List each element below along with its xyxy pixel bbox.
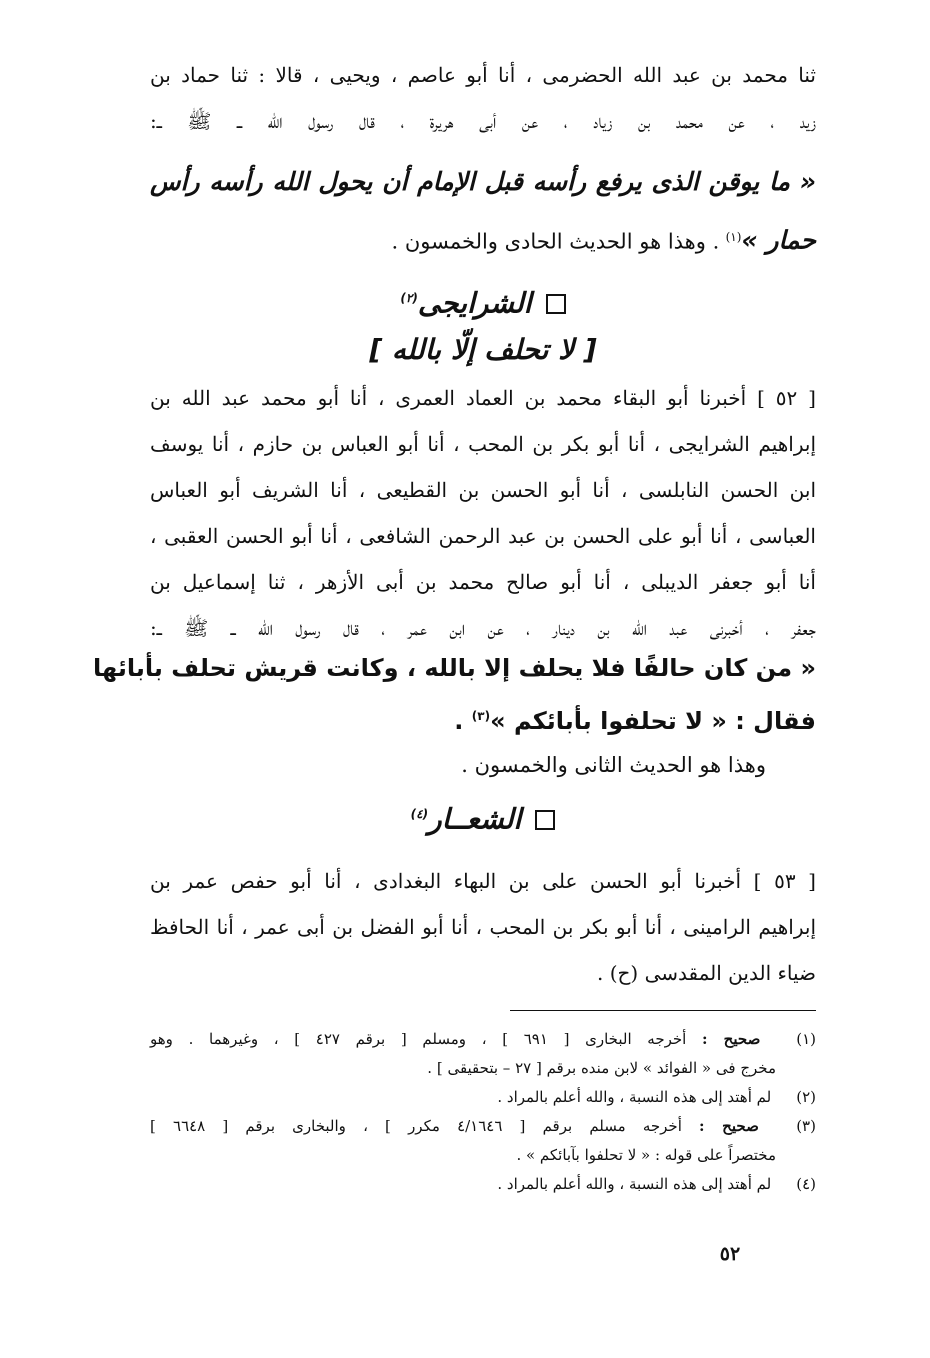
text-line: ضياء الدين المقدسى (ح) .: [596, 961, 816, 985]
text-line: أنا أبو جعفر الديبلى ، أنا أبو صالح محمد بن أبى الأزهر ، ثنا إسماعيل بن: [150, 570, 816, 594]
footnote-ref: (٢): [400, 291, 418, 305]
section-heading-shiar: [150, 792, 816, 841]
section-title: الشرايجى: [417, 286, 532, 320]
footnote-4: [150, 1170, 816, 1199]
hadith-fragment: فقال : « لا تحلفوا بأبائكم »: [490, 707, 816, 735]
text-line: العباسى ، أنا أبو على الحسن بن عبد الرحمن الشافعى ، أنا أبو الحسن العقبى ،: [150, 524, 816, 548]
footnote-text: أخرجه مسلم برقم [ ٤/١٦٤٦ مكرر ] ، والبخارى برقم [ ٦٦٤٨ ]: [150, 1117, 682, 1135]
page-number: ٥٢: [719, 1243, 741, 1265]
text-line: زيد ، عن محمد بن زياد ، عن أبى هريرة ، قال رسول الله ــ ﷺ ــ:: [150, 109, 816, 133]
footnote-text: لم أهتد إلى هذه النسبة ، والله أعلم بالمراد .: [497, 1175, 772, 1193]
section-subtitle: [ لا تحلف إلّا بالله ]: [369, 333, 597, 366]
footnote-number: (٤): [796, 1175, 816, 1193]
hadith-line: « من كان حالفًا فلا يحلف إلا بالله ، وكانت قريش تحلف بأبائها: [93, 654, 816, 682]
square-icon: [535, 810, 555, 830]
square-icon: [546, 294, 566, 314]
footnote-separator: [510, 1010, 816, 1011]
hadith-count-text: وهذا هو الحديث الثانى والخمسون .: [461, 753, 766, 777]
footnote-ref: (٣): [471, 709, 491, 723]
footnote-2: [150, 1083, 816, 1112]
footnote-ref: (١): [725, 230, 742, 244]
footnote-text: أخرجه البخارى [ ٦٩١ ] ، ومسلم [ برقم ٤٢٧ ] ، وغيرهما . وهو: [150, 1030, 687, 1048]
hadith-52: [93, 644, 816, 745]
hadith-period: .: [454, 707, 464, 735]
footnote-number: (٣): [796, 1117, 816, 1135]
section-heading-shurayji: [150, 276, 816, 325]
footnote-label: صحيح :: [699, 1117, 759, 1135]
footnote-text: لم أهتد إلى هذه النسبة ، والله أعلم بالمراد .: [497, 1088, 772, 1106]
hadith-fragment: حمار »: [741, 225, 816, 255]
footnote-3-continuation: مختصراً على قوله : « لا تحلفوا بآبائكم » .: [516, 1146, 776, 1164]
hadith-closing-line: [150, 692, 816, 745]
text-line: إبراهيم الرامينى ، أنا أبو بكر بن المحب ، أنا أبو الفضل بن أبى عمر ، أنا الحافظ: [150, 915, 816, 939]
footnotes: [150, 1025, 816, 1199]
hadith-line: « ما يوقن الذى يرفع رأسه قبل الإمام أن يحول الله رأسه رأس: [150, 167, 816, 196]
hadith-51: [150, 157, 816, 207]
hadith-52-count: [150, 742, 816, 788]
hadith-count-text: . وهذا هو الحديث الحادى والخمسون .: [391, 229, 720, 254]
paragraph-51: [150, 52, 816, 144]
footnote-number: (١): [796, 1030, 816, 1048]
paragraph-52: [150, 375, 816, 651]
hadith-51-end: [150, 212, 816, 267]
footnote-number: (٢): [796, 1088, 816, 1106]
hadith-closing-line: [150, 212, 816, 267]
text-line: ابن الحسن النابلسى ، أنا أبو الحسن بن القطيعى ، أنا الشريف أبو العباس: [150, 478, 817, 502]
footnote-ref: (٤): [410, 807, 429, 821]
footnote-label: صحيح :: [702, 1030, 761, 1048]
text-line: [ ٥٣ ] أخبرنا أبو الحسن على بن البهاء البغدادى ، أنا أبو حفص عمر بن: [150, 869, 816, 893]
section-title: الشعــار: [428, 802, 522, 836]
text-line: إبراهيم الشرايجى ، أنا أبو بكر بن المحب ، أنا أبو العباس بن حازم ، أنا يوسف: [150, 432, 816, 456]
paragraph-53: [150, 858, 816, 996]
text-line: [ ٥٢ ] أخبرنا أبو البقاء محمد بن العماد العمرى ، أنا أبو محمد عبد الله بن: [150, 386, 816, 410]
footnote-1: [150, 1025, 816, 1054]
footnote-1-continuation: مخرج فى « الفوائد » لابن منده برقم [ ٢٧ – بتحقيقى ] .: [427, 1059, 776, 1077]
footnote-3: [150, 1112, 816, 1141]
text-line: ثنا محمد بن عبد الله الحضرمى ، أنا أبو عاصم ، ويحيى ، قالا : ثنا حماد بن: [150, 63, 816, 87]
text-line: جعفر ، أخبرنى عبد الله بن دينار ، عن ابن عمر ، قال رسول الله ــ ﷺ ــ:: [150, 616, 816, 640]
